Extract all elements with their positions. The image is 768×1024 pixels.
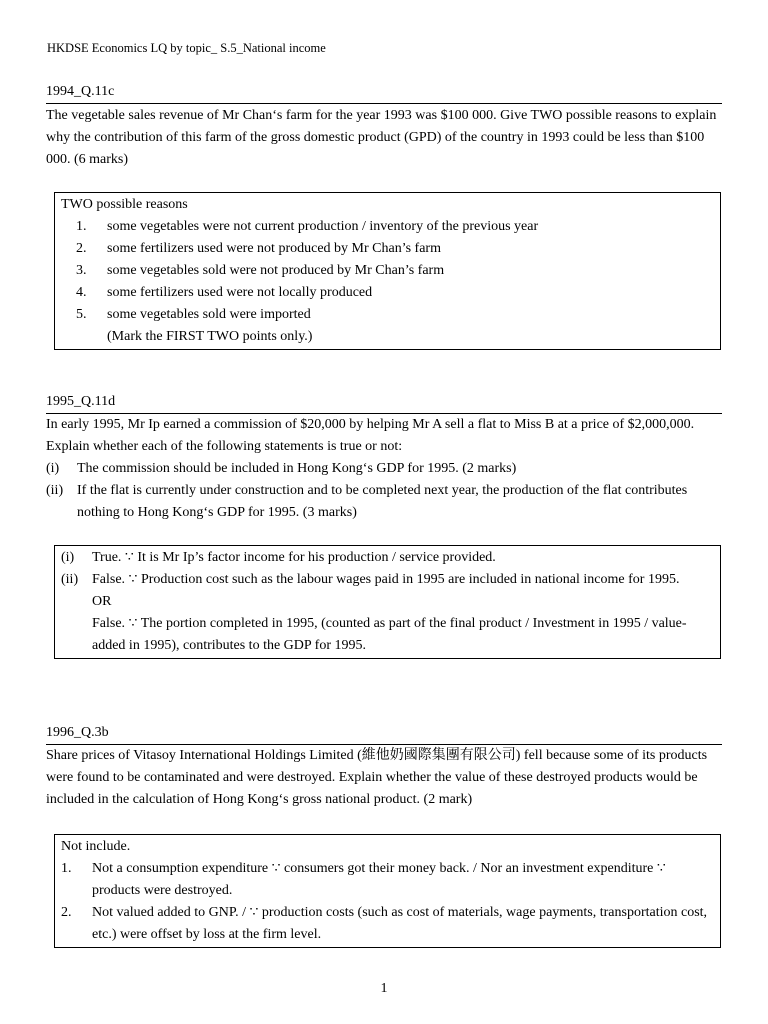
answer-1-heading: TWO possible reasons: [61, 197, 188, 212]
answer-1-note: (Mark the FIRST TWO points only.): [107, 329, 313, 344]
question-2-title: 1995_Q.11d: [46, 393, 722, 414]
item-marker: (ii): [61, 572, 79, 587]
answer-2-or: OR: [92, 594, 112, 609]
item-text: If the flat is currently under construction and to be completed next year, the production of the flat contributes nothing to Hong Kong‘s GDP for 1995. (3 marks): [77, 483, 688, 520]
item-marker: (ii): [46, 483, 64, 498]
question-3-text: [46, 745, 722, 811]
answer-3-heading: Not include.: [61, 839, 131, 854]
answer-1-item: [61, 216, 714, 238]
page-number: 1: [380, 981, 388, 996]
question-1-text: [46, 105, 722, 171]
item-marker: 3.: [76, 263, 87, 278]
item-marker: 1.: [76, 219, 87, 234]
item-text: False. ∵ Production cost such as the labour wages paid in 1995 are included in national income for 1995.: [92, 572, 680, 587]
item-marker: 5.: [76, 307, 87, 322]
question-2-body: In early 1995, Mr Ip earned a commission of $20,000 by helping Mr A sell a flat to Miss B at a price of $2,000,000. Explain whether each of the following statements is true or not:: [46, 417, 695, 454]
item-text: True. ∵ It is Mr Ip’s factor income for his production / service provided.: [92, 550, 496, 565]
item-text: some fertilizers used were not locally produced: [107, 285, 373, 300]
answer-3-item: [61, 858, 714, 902]
item-text: some vegetables sold were imported: [107, 307, 311, 322]
answer-box-3: [54, 834, 721, 948]
item-marker: (i): [61, 550, 75, 565]
page-header: HKDSE Economics LQ by topic_ S.5_National income: [47, 41, 326, 55]
item-text: some vegetables were not current production / inventory of the previous year: [107, 219, 539, 234]
item-marker: (i): [46, 461, 60, 476]
answer-1-item: [61, 260, 714, 282]
answer-1-item: [61, 238, 714, 260]
question-3-title: 1996_Q.3b: [46, 724, 722, 745]
item-marker: 2.: [61, 905, 72, 920]
question-2-item: [46, 480, 722, 524]
question-3-body: Share prices of Vitasoy International Holdings Limited (維他奶國際集團有限公司) fell because some of its products were found to be contaminated and were destroyed. Explain whether the value of these destroyed products would be included in the calculation of Hong Kong‘s gross national product. (2 mark): [46, 748, 708, 807]
answer-box-2: [54, 545, 721, 659]
item-marker: 4.: [76, 285, 87, 300]
answer-2-alt: False. ∵ The portion completed in 1995, (counted as part of the final product / Investment in 1995 / value-added in 1995), contributes to the GDP for 1995.: [92, 616, 687, 653]
question-2-text: [46, 414, 722, 524]
item-marker: 1.: [61, 861, 72, 876]
item-text: some fertilizers used were not produced by Mr Chan’s farm: [107, 241, 441, 256]
question-1-title: 1994_Q.11c: [46, 83, 722, 104]
answer-2-item: [61, 569, 714, 591]
item-marker: 2.: [76, 241, 87, 256]
answer-1-item: [61, 304, 714, 326]
answer-box-1: [54, 192, 721, 350]
item-text: The commission should be included in Hong Kong‘s GDP for 1995. (2 marks): [77, 461, 517, 476]
question-2-item: [46, 458, 722, 480]
answer-2-item: [61, 547, 714, 569]
answer-1-item: [61, 282, 714, 304]
item-text: Not valued added to GNP. / ∵ production costs (such as cost of materials, wage payments, transportation cost, etc.) were offset by loss at the firm level.: [92, 905, 708, 942]
item-text: Not a consumption expenditure ∵ consumers got their money back. / Nor an investment expenditure ∵ products were destroyed.: [92, 861, 666, 898]
question-1-body: The vegetable sales revenue of Mr Chan‘s farm for the year 1993 was $100 000. Give TWO possible reasons to explain why the contribution of this farm of the gross domestic product (GPD) of the country in 1993 could be less than $100 000. (6 marks): [46, 108, 717, 167]
item-text: some vegetables sold were not produced by Mr Chan’s farm: [107, 263, 445, 278]
answer-3-item: [61, 902, 714, 946]
